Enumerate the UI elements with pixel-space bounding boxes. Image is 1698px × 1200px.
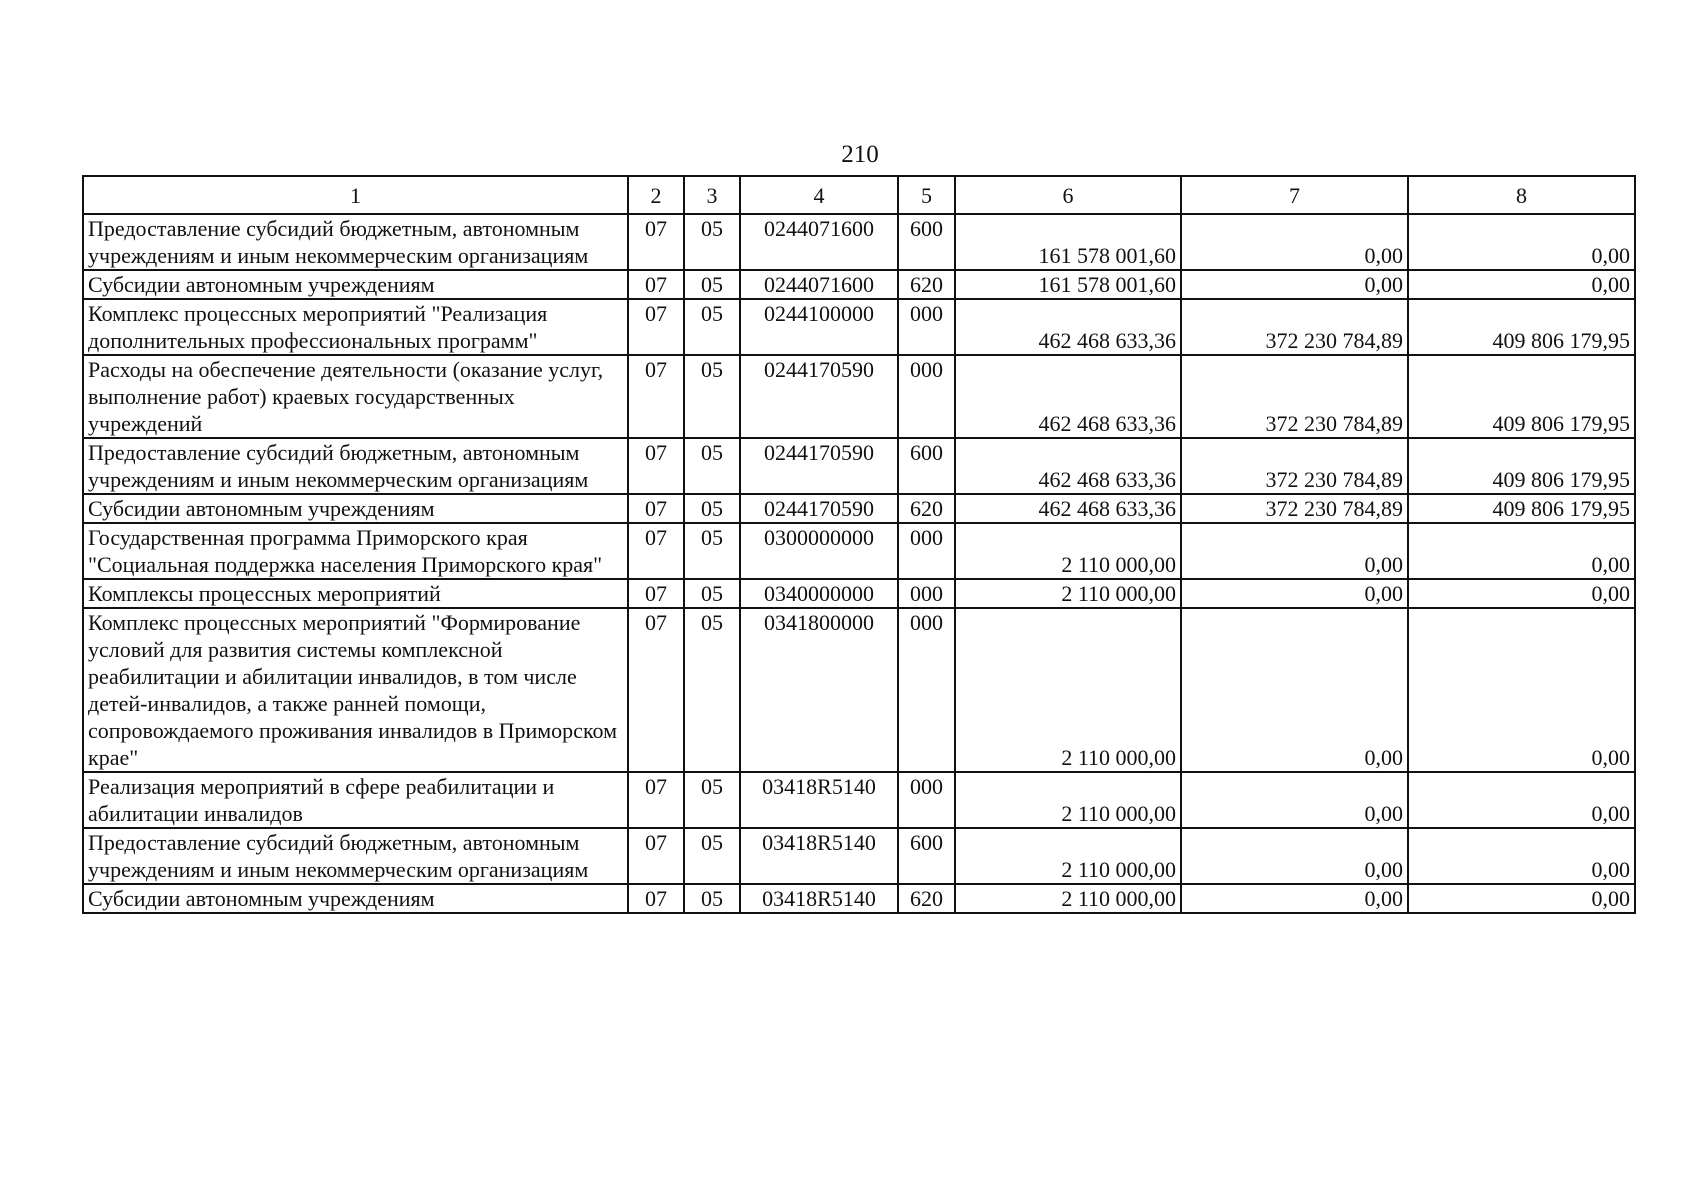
expense-type-code: 000 (898, 299, 955, 355)
table-row (83, 438, 1635, 494)
section-code: 07 (628, 494, 684, 523)
target-article-code: 0244170590 (740, 438, 898, 494)
column-header-5: 5 (898, 176, 955, 214)
amount-col6: 2 110 000,00 (955, 772, 1181, 828)
row-name: Предоставление субсидий бюджетным, автономным учреждениям и иным некоммерческим организациям (83, 828, 628, 884)
table-header (83, 176, 1635, 214)
row-name: Предоставление субсидий бюджетным, автономным учреждениям и иным некоммерческим организациям (83, 438, 628, 494)
amount-col6: 161 578 001,60 (955, 214, 1181, 270)
amount-col7: 0,00 (1181, 523, 1408, 579)
expense-type-code: 000 (898, 608, 955, 772)
amount-col8: 0,00 (1408, 579, 1635, 608)
amount-col7: 0,00 (1181, 214, 1408, 270)
column-header-6: 6 (955, 176, 1181, 214)
row-name: Субсидии автономным учреждениям (83, 270, 628, 299)
amount-col6: 462 468 633,36 (955, 299, 1181, 355)
amount-col6: 462 468 633,36 (955, 494, 1181, 523)
expense-type-code: 000 (898, 579, 955, 608)
target-article-code: 03418R5140 (740, 772, 898, 828)
section-code: 07 (628, 828, 684, 884)
target-article-code: 0244071600 (740, 214, 898, 270)
section-code: 07 (628, 355, 684, 438)
row-name: Государственная программа Приморского края "Социальная поддержка населения Приморского края" (83, 523, 628, 579)
expense-type-code: 000 (898, 523, 955, 579)
subsection-code: 05 (684, 438, 740, 494)
subsection-code: 05 (684, 299, 740, 355)
amount-col8: 0,00 (1408, 884, 1635, 913)
section-code: 07 (628, 523, 684, 579)
target-article-code: 03418R5140 (740, 884, 898, 913)
amount-col8: 0,00 (1408, 214, 1635, 270)
subsection-code: 05 (684, 270, 740, 299)
amount-col8: 0,00 (1408, 608, 1635, 772)
target-article-code: 03418R5140 (740, 828, 898, 884)
amount-col6: 462 468 633,36 (955, 355, 1181, 438)
subsection-code: 05 (684, 355, 740, 438)
expense-type-code: 620 (898, 270, 955, 299)
row-name: Реализация мероприятий в сфере реабилитации и абилитации инвалидов (83, 772, 628, 828)
row-name: Комплексы процессных мероприятий (83, 579, 628, 608)
column-header-3: 3 (684, 176, 740, 214)
table-row (83, 355, 1635, 438)
subsection-code: 05 (684, 523, 740, 579)
target-article-code: 0244071600 (740, 270, 898, 299)
section-code: 07 (628, 579, 684, 608)
row-name: Субсидии автономным учреждениям (83, 884, 628, 913)
section-code: 07 (628, 884, 684, 913)
section-code: 07 (628, 214, 684, 270)
table-row (83, 579, 1635, 608)
expense-type-code: 000 (898, 772, 955, 828)
amount-col6: 2 110 000,00 (955, 579, 1181, 608)
column-header-7: 7 (1181, 176, 1408, 214)
target-article-code: 0244100000 (740, 299, 898, 355)
row-name: Комплекс процессных мероприятий "Формирование условий для развития системы комплексной реабилитации и абилитации инвалидов, в том числе детей-инвалидов, а также ранней помощи, сопровождаемого проживания инвалидов в Приморском крае" (83, 608, 628, 772)
table-row (83, 494, 1635, 523)
expense-type-code: 620 (898, 494, 955, 523)
amount-col7: 372 230 784,89 (1181, 355, 1408, 438)
subsection-code: 05 (684, 884, 740, 913)
amount-col8: 0,00 (1408, 828, 1635, 884)
section-code: 07 (628, 270, 684, 299)
subsection-code: 05 (684, 214, 740, 270)
subsection-code: 05 (684, 579, 740, 608)
table-row (83, 299, 1635, 355)
amount-col6: 2 110 000,00 (955, 884, 1181, 913)
target-article-code: 0300000000 (740, 523, 898, 579)
amount-col8: 409 806 179,95 (1408, 355, 1635, 438)
row-name: Расходы на обеспечение деятельности (оказание услуг, выполнение работ) краевых государственных учреждений (83, 355, 628, 438)
expense-type-code: 600 (898, 438, 955, 494)
column-header-1: 1 (83, 176, 628, 214)
row-name: Предоставление субсидий бюджетным, автономным учреждениям и иным некоммерческим организациям (83, 214, 628, 270)
amount-col6: 2 110 000,00 (955, 828, 1181, 884)
section-code: 07 (628, 608, 684, 772)
amount-col7: 372 230 784,89 (1181, 438, 1408, 494)
amount-col7: 0,00 (1181, 828, 1408, 884)
target-article-code: 0244170590 (740, 494, 898, 523)
amount-col8: 409 806 179,95 (1408, 299, 1635, 355)
column-header-8: 8 (1408, 176, 1635, 214)
column-header-2: 2 (628, 176, 684, 214)
expense-type-code: 600 (898, 828, 955, 884)
amount-col6: 462 468 633,36 (955, 438, 1181, 494)
table-row (83, 772, 1635, 828)
amount-col7: 0,00 (1181, 270, 1408, 299)
amount-col7: 372 230 784,89 (1181, 494, 1408, 523)
table-row (83, 884, 1635, 913)
amount-col7: 0,00 (1181, 884, 1408, 913)
budget-table (82, 175, 1636, 914)
table-row (83, 270, 1635, 299)
table-row (83, 214, 1635, 270)
table-row (83, 523, 1635, 579)
subsection-code: 05 (684, 828, 740, 884)
amount-col8: 409 806 179,95 (1408, 438, 1635, 494)
target-article-code: 0340000000 (740, 579, 898, 608)
subsection-code: 05 (684, 494, 740, 523)
row-name: Субсидии автономным учреждениям (83, 494, 628, 523)
subsection-code: 05 (684, 772, 740, 828)
page-number: 210 (841, 141, 879, 168)
expense-type-code: 000 (898, 355, 955, 438)
amount-col7: 0,00 (1181, 772, 1408, 828)
target-article-code: 0244170590 (740, 355, 898, 438)
amount-col7: 0,00 (1181, 608, 1408, 772)
column-header-4: 4 (740, 176, 898, 214)
amount-col6: 161 578 001,60 (955, 270, 1181, 299)
table-row (83, 828, 1635, 884)
amount-col6: 2 110 000,00 (955, 523, 1181, 579)
target-article-code: 0341800000 (740, 608, 898, 772)
section-code: 07 (628, 772, 684, 828)
section-code: 07 (628, 299, 684, 355)
amount-col6: 2 110 000,00 (955, 608, 1181, 772)
amount-col8: 0,00 (1408, 772, 1635, 828)
table-body (83, 214, 1635, 913)
subsection-code: 05 (684, 608, 740, 772)
amount-col8: 0,00 (1408, 523, 1635, 579)
amount-col8: 409 806 179,95 (1408, 494, 1635, 523)
expense-type-code: 600 (898, 214, 955, 270)
row-name: Комплекс процессных мероприятий "Реализация дополнительных профессиональных программ" (83, 299, 628, 355)
table-row (83, 608, 1635, 772)
amount-col7: 372 230 784,89 (1181, 299, 1408, 355)
expense-type-code: 620 (898, 884, 955, 913)
amount-col8: 0,00 (1408, 270, 1635, 299)
amount-col7: 0,00 (1181, 579, 1408, 608)
header-row (83, 176, 1635, 214)
section-code: 07 (628, 438, 684, 494)
